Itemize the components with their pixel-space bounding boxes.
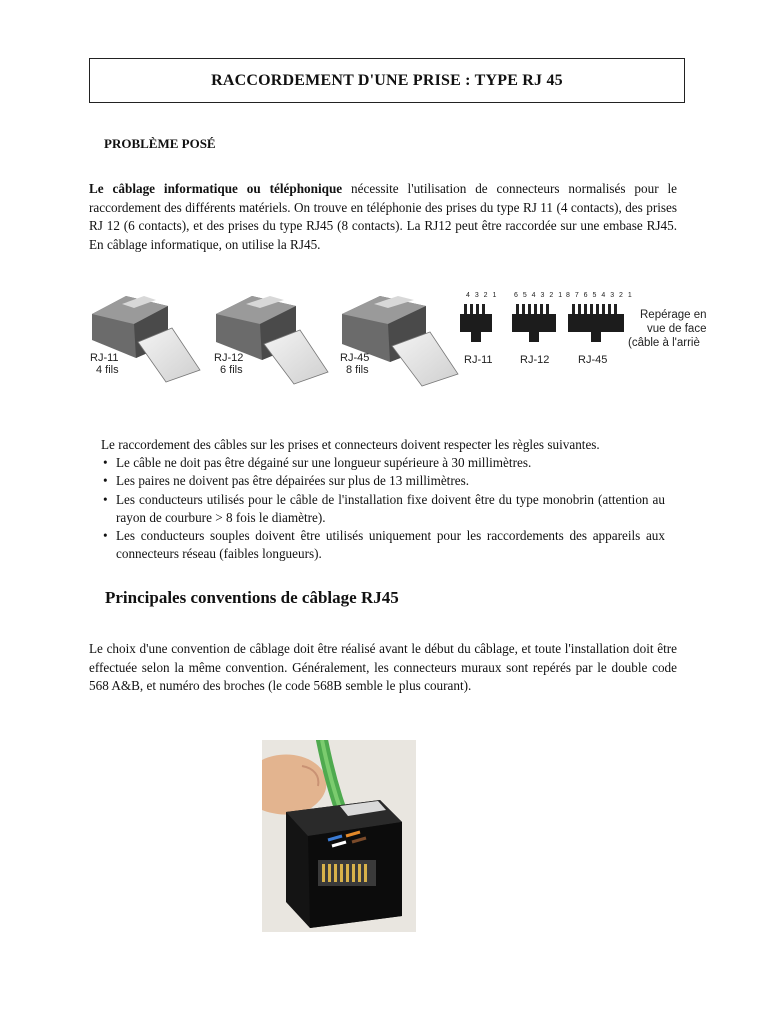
connector-drawings xyxy=(88,288,708,388)
document-title xyxy=(89,58,685,103)
rj45-jack-photo xyxy=(262,740,416,932)
face-view-rj11 xyxy=(460,304,492,342)
list-item: • Les paires ne doivent pas être dépairées sur plus de 13 millimètres. xyxy=(101,472,665,490)
face-view-drawings xyxy=(460,304,624,342)
rj45-plug-label: RJ-45 8 fils xyxy=(340,352,370,376)
list-item: • Les conducteurs souples doivent être utilisés uniquement pour les raccordements des appareils aux connecteurs réseau (faibles longueurs). xyxy=(103,528,665,562)
conventions-paragraph: Le choix d'une convention de câblage doit être réalisé avant le début du câblage, et toute l'installation doit être effectuée selon la même convention. Généralement, les connecteurs muraux sont repérés par le double code 568 A&B, et numéro des broches (le code 568B semble le plus courant). xyxy=(89,641,677,693)
intro-paragraph xyxy=(89,180,677,254)
rules-block xyxy=(101,436,665,563)
rules-lead: Le raccordement des câbles sur les prises et connecteurs doivent respecter les règles suivantes. xyxy=(101,437,600,452)
bullet-icon: • xyxy=(103,528,108,544)
rj45-face-label: RJ-45 xyxy=(578,354,608,366)
intro-text: nécessite l'utilisation de connecteurs normalisés pour le raccordement des différents matériels. On trouve en téléphonie des prises du type RJ 11 (4 contacts), des prises RJ 12 (6 contacts), et des prises du type RJ45 (8 contacts). La RJ12 peut être raccordée sur une embase RJ45. En câblage informatique, on utilise la RJ45. xyxy=(89,181,677,252)
rj12-face-label: RJ-12 xyxy=(520,354,550,366)
face-view-caption-2: vue de face xyxy=(647,323,707,335)
rj11-plug-label: RJ-11 4 fils xyxy=(90,352,119,376)
face-latch xyxy=(591,332,601,342)
intro-bold-lead: Le câblage informatique ou téléphonique xyxy=(89,181,343,196)
rj11-pin-numbers: 4 3 2 1 xyxy=(466,292,498,299)
face-body xyxy=(512,314,556,332)
face-latch xyxy=(529,332,539,342)
list-item: • Le câble ne doit pas être dégainé sur une longueur supérieure à 30 millimètres. xyxy=(101,454,665,472)
rules-list xyxy=(101,454,665,563)
face-view-caption-1: Repérage en xyxy=(640,309,707,321)
face-view-caption-3: (câble à l'arriè xyxy=(628,337,700,349)
face-view-rj45 xyxy=(568,304,624,342)
rj45-pin-numbers: 8 7 6 5 4 3 2 1 xyxy=(566,292,634,299)
connector-figure xyxy=(88,288,708,388)
face-latch xyxy=(471,332,481,342)
rj12-pin-numbers: 6 5 4 3 2 1 xyxy=(514,292,564,299)
bullet-icon: • xyxy=(103,455,108,471)
problem-heading: PROBLÈME POSÉ xyxy=(104,136,216,151)
rj12-plug-label: RJ-12 6 fils xyxy=(214,352,244,376)
face-view-rj12 xyxy=(512,304,556,342)
bullet-icon: • xyxy=(103,473,108,489)
conventions-heading: Principales conventions de câblage RJ45 xyxy=(105,588,399,607)
title-text: RACCORDEMENT D'UNE PRISE : TYPE RJ 45 xyxy=(211,71,563,89)
face-body xyxy=(568,314,624,332)
face-body xyxy=(460,314,492,332)
bullet-icon: • xyxy=(103,491,108,507)
rj11-face-label: RJ-11 xyxy=(464,354,493,366)
list-item: • Les conducteurs utilisés pour le câble de l'installation fixe doivent être du type monobrin (attention au rayon de courbure > 8 fois le diamètre). xyxy=(103,491,665,525)
